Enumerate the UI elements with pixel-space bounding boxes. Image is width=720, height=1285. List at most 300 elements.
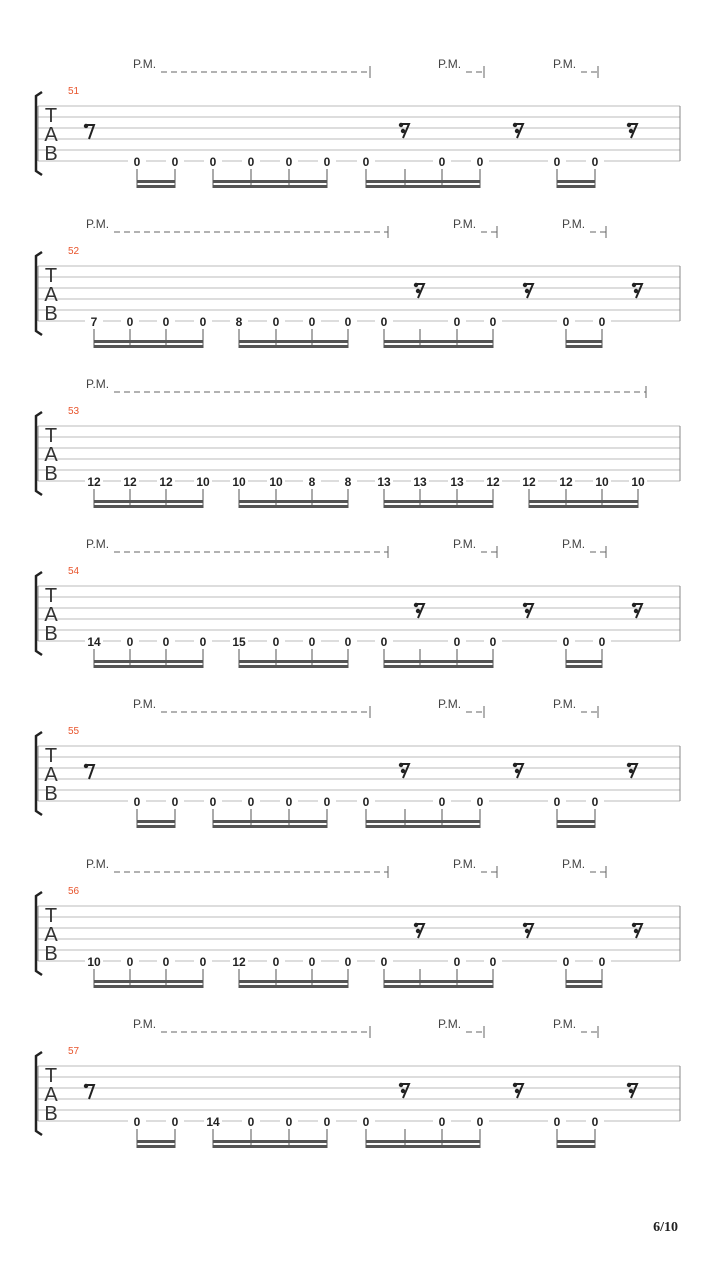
beam-primary — [384, 980, 493, 983]
sixteenth-rest — [414, 923, 424, 938]
rest-dot — [627, 123, 631, 127]
rest-dot — [515, 769, 519, 773]
rest-dot — [634, 289, 638, 293]
fret-number: 0 — [171, 1115, 179, 1129]
tab-clef-letter: A — [44, 284, 58, 306]
note-beam-group — [213, 169, 327, 188]
fret-number: 10 — [595, 475, 609, 489]
palm-mute-marker — [133, 1017, 370, 1038]
fret-number: 0 — [438, 795, 446, 809]
fret-number: 0 — [562, 315, 570, 329]
tab-clef-letter: B — [44, 1103, 58, 1125]
note-beam-group — [366, 169, 480, 188]
rest-dot — [399, 1083, 403, 1087]
fret-number: 0 — [199, 315, 207, 329]
beam-secondary — [529, 505, 638, 508]
beam-primary — [566, 340, 602, 343]
fret-number: 0 — [126, 955, 134, 969]
beam-primary — [557, 180, 595, 183]
beam-primary — [137, 180, 175, 183]
fret-number: 0 — [438, 155, 446, 169]
fret-number: 0 — [489, 955, 497, 969]
fret-number: 0 — [272, 955, 280, 969]
sixteenth-rest — [523, 923, 533, 938]
fret-number: 0 — [247, 1115, 255, 1129]
rest-dot — [632, 923, 636, 927]
fret-number: 13 — [450, 475, 464, 489]
system-bracket — [36, 412, 42, 495]
fret-number: 8 — [235, 315, 243, 329]
fret-number: 0 — [344, 315, 352, 329]
measure-number: 51 — [68, 86, 80, 97]
beam-primary — [213, 1140, 327, 1143]
fret-number: 12 — [559, 475, 573, 489]
beam-secondary — [557, 185, 595, 188]
fret-number: 0 — [323, 155, 331, 169]
fret-number: 0 — [199, 955, 207, 969]
beam-primary — [94, 500, 203, 503]
note-beam-group — [384, 969, 493, 988]
measure-number: 54 — [68, 566, 80, 577]
eighth-rest — [84, 1084, 94, 1099]
fret-number: 0 — [209, 155, 217, 169]
fret-number: 0 — [598, 315, 606, 329]
rest-dot — [401, 769, 405, 773]
measure-number: 57 — [68, 1046, 80, 1057]
beam-secondary — [384, 985, 493, 988]
sixteenth-rest — [414, 283, 424, 298]
beam-secondary — [137, 825, 175, 828]
fret-number: 12 — [123, 475, 137, 489]
rest-dot — [634, 929, 638, 933]
beam-primary — [529, 500, 638, 503]
beam-primary — [94, 340, 203, 343]
note-beam-group — [239, 969, 348, 988]
tab-clef-letter: T — [44, 585, 58, 607]
system-bracket — [36, 572, 42, 655]
fret-number: 0 — [476, 1115, 484, 1129]
fret-number: 10 — [269, 475, 283, 489]
fret-number: 0 — [476, 155, 484, 169]
fret-number: 12 — [486, 475, 500, 489]
beam-primary — [239, 500, 348, 503]
rest-dot — [414, 283, 418, 287]
beam-secondary — [239, 665, 348, 668]
sixteenth-rest — [399, 123, 409, 138]
fret-number: 8 — [308, 475, 316, 489]
note-beam-group — [384, 329, 493, 348]
rest-dot — [399, 763, 403, 767]
fret-number: 0 — [323, 795, 331, 809]
palm-mute-label: P.M. — [438, 1017, 462, 1031]
beam-secondary — [566, 985, 602, 988]
palm-mute-label: P.M. — [553, 697, 577, 711]
note-beam-group — [566, 329, 602, 348]
fret-number: 0 — [133, 1115, 141, 1129]
palm-mute-label: P.M. — [438, 57, 462, 71]
beam-secondary — [384, 345, 493, 348]
fret-number: 0 — [591, 1115, 599, 1129]
note-beam-group — [557, 169, 595, 188]
measure-number: 56 — [68, 886, 80, 897]
fret-number: 0 — [489, 635, 497, 649]
rest-dot — [416, 289, 420, 293]
eighth-rest — [84, 764, 94, 779]
rest-dot — [629, 769, 633, 773]
note-beam-group — [213, 1129, 327, 1148]
palm-mute-marker — [86, 857, 388, 878]
fret-number: 12 — [232, 955, 246, 969]
fret-number: 0 — [285, 155, 293, 169]
tab-clef-letter: T — [44, 425, 58, 447]
tab-clef-letter: B — [44, 943, 58, 965]
system-bracket — [36, 92, 42, 175]
note-beam-group — [239, 649, 348, 668]
fret-number: 0 — [553, 155, 561, 169]
rest-dot — [416, 929, 420, 933]
beam-secondary — [384, 505, 493, 508]
tab-clef-letter: A — [44, 604, 58, 626]
note-beam-group — [557, 1129, 595, 1148]
palm-mute-marker — [562, 217, 606, 238]
palm-mute-marker — [453, 537, 497, 558]
sixteenth-rest — [627, 1083, 637, 1098]
fret-number: 0 — [285, 1115, 293, 1129]
fret-number: 0 — [323, 1115, 331, 1129]
fret-number: 13 — [377, 475, 391, 489]
rest-dot — [401, 129, 405, 133]
beam-secondary — [566, 665, 602, 668]
palm-mute-label: P.M. — [562, 857, 586, 871]
beam-primary — [239, 980, 348, 983]
beam-primary — [557, 1140, 595, 1143]
rest-dot — [513, 123, 517, 127]
tab-clef-letter: T — [44, 105, 58, 127]
sixteenth-rest — [632, 603, 642, 618]
fret-number: 14 — [87, 635, 101, 649]
fret-number: 13 — [413, 475, 427, 489]
palm-mute-label: P.M. — [86, 537, 110, 551]
tab-clef-letter: A — [44, 764, 58, 786]
beam-primary — [557, 820, 595, 823]
tab-clef-letter: B — [44, 303, 58, 325]
palm-mute-label: P.M. — [562, 537, 586, 551]
beam-secondary — [94, 665, 203, 668]
palm-mute-label: P.M. — [86, 377, 110, 391]
note-beam-group — [137, 1129, 175, 1148]
note-beam-group — [94, 969, 203, 988]
palm-mute-marker — [86, 537, 388, 558]
fret-number: 0 — [380, 315, 388, 329]
palm-mute-label: P.M. — [453, 857, 477, 871]
fret-number: 0 — [171, 155, 179, 169]
fret-number: 0 — [308, 315, 316, 329]
system-bracket — [36, 252, 42, 335]
measure-number: 53 — [68, 406, 80, 417]
palm-mute-marker — [553, 57, 598, 78]
tab-clef-letter: B — [44, 463, 58, 485]
page-indicator: 6/10 — [653, 1220, 678, 1235]
fret-number: 0 — [126, 635, 134, 649]
beam-primary — [239, 340, 348, 343]
tab-clef-letter: A — [44, 444, 58, 466]
beam-primary — [384, 500, 493, 503]
beam-secondary — [366, 185, 480, 188]
palm-mute-label: P.M. — [453, 537, 477, 551]
fret-number: 0 — [362, 1115, 370, 1129]
fret-number: 15 — [232, 635, 246, 649]
fret-number: 10 — [196, 475, 210, 489]
sixteenth-rest — [513, 123, 523, 138]
fret-number: 0 — [247, 155, 255, 169]
beam-primary — [213, 820, 327, 823]
palm-mute-marker — [86, 377, 646, 398]
palm-mute-label: P.M. — [553, 1017, 577, 1031]
beam-secondary — [566, 345, 602, 348]
palm-mute-marker — [133, 57, 370, 78]
fret-number: 0 — [209, 795, 217, 809]
tab-system — [36, 217, 680, 348]
fret-number: 0 — [598, 955, 606, 969]
fret-number: 12 — [522, 475, 536, 489]
rest-dot — [399, 123, 403, 127]
beam-secondary — [94, 505, 203, 508]
palm-mute-marker — [133, 697, 370, 718]
fret-number: 0 — [133, 795, 141, 809]
tab-clef-letter: A — [44, 924, 58, 946]
beam-secondary — [366, 1145, 480, 1148]
measure-number: 55 — [68, 726, 80, 737]
note-beam-group — [384, 489, 493, 508]
tab-clef-letter: T — [44, 745, 58, 767]
tab-system — [36, 537, 680, 668]
note-beam-group — [239, 329, 348, 348]
fret-number: 0 — [562, 635, 570, 649]
beam-primary — [137, 1140, 175, 1143]
fret-number: 0 — [162, 635, 170, 649]
beam-secondary — [239, 505, 348, 508]
fret-number: 0 — [380, 955, 388, 969]
fret-number: 0 — [308, 955, 316, 969]
system-bracket — [36, 892, 42, 975]
beam-primary — [566, 980, 602, 983]
beam-primary — [384, 340, 493, 343]
note-beam-group — [94, 489, 203, 508]
rest-dot — [627, 1083, 631, 1087]
tab-clef-letter: A — [44, 1084, 58, 1106]
note-beam-group — [366, 809, 480, 828]
fret-number: 0 — [199, 635, 207, 649]
fret-number: 0 — [553, 795, 561, 809]
palm-mute-marker — [86, 217, 388, 238]
tab-clef-letter: T — [44, 1065, 58, 1087]
fret-number: 0 — [344, 955, 352, 969]
fret-number: 0 — [598, 635, 606, 649]
rest-dot — [416, 609, 420, 613]
palm-mute-label: P.M. — [133, 697, 157, 711]
fret-number: 10 — [232, 475, 246, 489]
fret-number: 0 — [453, 635, 461, 649]
note-beam-group — [384, 649, 493, 668]
rest-dot — [523, 603, 527, 607]
beam-secondary — [137, 1145, 175, 1148]
fret-number: 0 — [126, 315, 134, 329]
palm-mute-label: P.M. — [553, 57, 577, 71]
beam-primary — [137, 820, 175, 823]
sixteenth-rest — [627, 763, 637, 778]
palm-mute-marker — [453, 857, 497, 878]
beam-secondary — [239, 985, 348, 988]
beam-secondary — [94, 985, 203, 988]
palm-mute-marker — [453, 217, 497, 238]
rest-dot — [629, 129, 633, 133]
note-beam-group — [566, 649, 602, 668]
rest-dot — [515, 129, 519, 133]
rest-dot — [414, 603, 418, 607]
beam-primary — [366, 180, 480, 183]
palm-mute-marker — [438, 1017, 484, 1038]
fret-number: 0 — [272, 635, 280, 649]
beam-primary — [384, 660, 493, 663]
rest-dot — [84, 124, 88, 128]
system-bracket — [36, 1052, 42, 1135]
tab-clef-letter: B — [44, 143, 58, 165]
beam-secondary — [213, 825, 327, 828]
rest-dot — [513, 763, 517, 767]
fret-number: 0 — [171, 795, 179, 809]
rest-dot — [513, 1083, 517, 1087]
fret-number: 0 — [162, 955, 170, 969]
tab-system — [36, 857, 680, 988]
rest-dot — [525, 929, 529, 933]
beam-primary — [366, 1140, 480, 1143]
palm-mute-label: P.M. — [438, 697, 462, 711]
fret-number: 0 — [308, 635, 316, 649]
note-beam-group — [213, 809, 327, 828]
rest-dot — [634, 609, 638, 613]
palm-mute-label: P.M. — [453, 217, 477, 231]
beam-primary — [94, 980, 203, 983]
tab-clef-letter: T — [44, 905, 58, 927]
fret-number: 12 — [159, 475, 173, 489]
sixteenth-rest — [414, 603, 424, 618]
eighth-rest — [84, 124, 94, 139]
tab-system — [36, 377, 680, 508]
beam-secondary — [239, 345, 348, 348]
rest-dot — [632, 603, 636, 607]
fret-number: 0 — [285, 795, 293, 809]
palm-mute-marker — [438, 57, 484, 78]
fret-number: 12 — [87, 475, 101, 489]
beam-primary — [213, 180, 327, 183]
tab-system — [36, 1017, 680, 1148]
palm-mute-marker — [562, 537, 606, 558]
note-beam-group — [557, 809, 595, 828]
palm-mute-label: P.M. — [562, 217, 586, 231]
rest-dot — [632, 283, 636, 287]
sixteenth-rest — [523, 283, 533, 298]
tab-clef-letter: B — [44, 623, 58, 645]
note-beam-group — [239, 489, 348, 508]
fret-number: 0 — [553, 1115, 561, 1129]
rest-dot — [515, 1089, 519, 1093]
beam-primary — [239, 660, 348, 663]
rest-dot — [629, 1089, 633, 1093]
beam-secondary — [557, 1145, 595, 1148]
tab-clef-letter: T — [44, 265, 58, 287]
sixteenth-rest — [513, 1083, 523, 1098]
beam-primary — [94, 660, 203, 663]
fret-number: 0 — [380, 635, 388, 649]
fret-number: 0 — [453, 955, 461, 969]
sixteenth-rest — [632, 923, 642, 938]
system-bracket — [36, 732, 42, 815]
note-beam-group — [137, 169, 175, 188]
rest-dot — [401, 1089, 405, 1093]
fret-number: 0 — [453, 315, 461, 329]
sixteenth-rest — [627, 123, 637, 138]
note-beam-group — [566, 969, 602, 988]
sixteenth-rest — [513, 763, 523, 778]
palm-mute-label: P.M. — [133, 57, 157, 71]
fret-number: 0 — [438, 1115, 446, 1129]
rest-dot — [525, 609, 529, 613]
sixteenth-rest — [523, 603, 533, 618]
note-beam-group — [94, 329, 203, 348]
beam-secondary — [137, 185, 175, 188]
beam-secondary — [557, 825, 595, 828]
fret-number: 7 — [90, 315, 98, 329]
fret-number: 0 — [362, 155, 370, 169]
note-beam-group — [137, 809, 175, 828]
fret-number: 0 — [162, 315, 170, 329]
fret-number: 10 — [631, 475, 645, 489]
rest-dot — [84, 1084, 88, 1088]
sixteenth-rest — [632, 283, 642, 298]
palm-mute-label: P.M. — [133, 1017, 157, 1031]
fret-number: 0 — [591, 795, 599, 809]
sixteenth-rest — [399, 763, 409, 778]
palm-mute-marker — [553, 1017, 598, 1038]
fret-number: 0 — [344, 635, 352, 649]
fret-number: 0 — [133, 155, 141, 169]
rest-dot — [523, 923, 527, 927]
fret-number: 0 — [362, 795, 370, 809]
palm-mute-marker — [553, 697, 598, 718]
note-beam-group — [366, 1129, 480, 1148]
fret-number: 0 — [247, 795, 255, 809]
tab-clef-letter: B — [44, 783, 58, 805]
rest-dot — [414, 923, 418, 927]
note-beam-group — [94, 649, 203, 668]
tab-system — [36, 697, 680, 828]
rest-dot — [84, 764, 88, 768]
fret-number: 10 — [87, 955, 101, 969]
fret-number: 0 — [591, 155, 599, 169]
fret-number: 0 — [562, 955, 570, 969]
beam-secondary — [366, 825, 480, 828]
beam-secondary — [213, 1145, 327, 1148]
fret-number: 0 — [489, 315, 497, 329]
beam-primary — [566, 660, 602, 663]
rest-dot — [523, 283, 527, 287]
palm-mute-marker — [438, 697, 484, 718]
beam-secondary — [213, 185, 327, 188]
fret-number: 0 — [476, 795, 484, 809]
rest-dot — [627, 763, 631, 767]
fret-number: 14 — [206, 1115, 220, 1129]
fret-number: 0 — [272, 315, 280, 329]
